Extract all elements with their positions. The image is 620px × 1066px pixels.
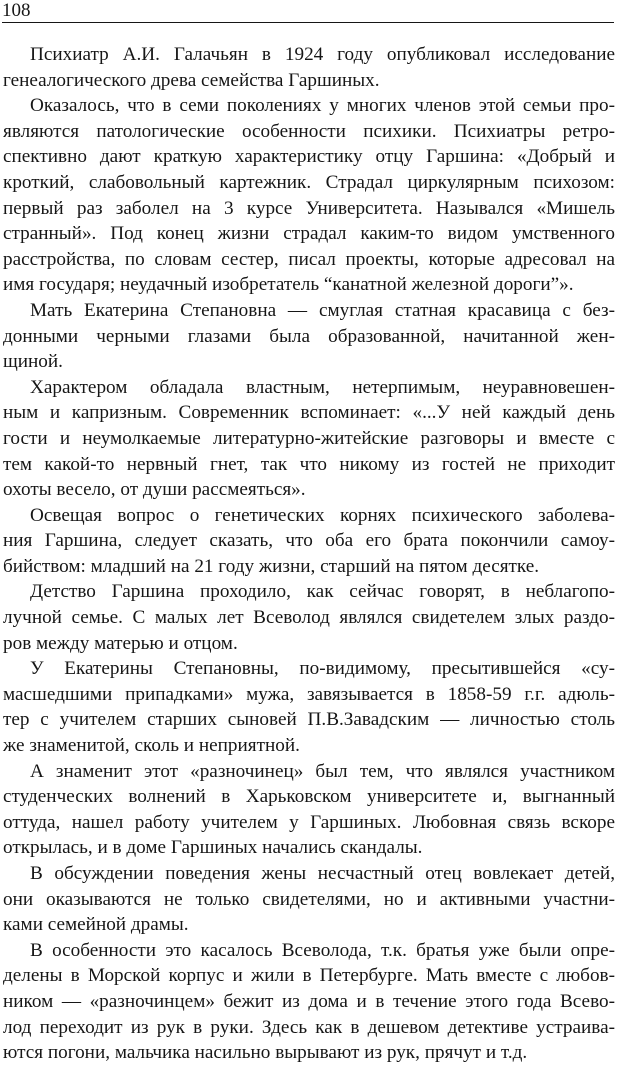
paragraph xyxy=(3,861,615,938)
text-line: ров между матерью и отцом. xyxy=(3,632,238,654)
text-line: тер с учителем старших сыновей П.В.Завадским — личностью столь xyxy=(3,709,615,731)
text-line: они оказываются не только свидетелями, но и активными участни- xyxy=(3,888,615,910)
text-line: лод переходит из рук в руки. Здесь как в дешевом детективе устраива- xyxy=(3,1016,615,1038)
paragraph xyxy=(3,298,615,375)
text-line: лучной семье. С малых лет Всеволод являлся свидетелем злых раздо- xyxy=(3,607,615,629)
text-line: расстройства, по словам сестер, писал проекты, которые адресовал на xyxy=(3,248,615,270)
text-line: Освещая вопрос о генетических корнях психического заболева- xyxy=(30,504,615,526)
text-line: А знаменит этот «разночинец» был тем, что являлся участником xyxy=(30,760,615,782)
text-line: охоты весело, от души рассмеяться». xyxy=(3,479,306,501)
text-line: студенческих волнений в Харьковском университете и, выгнанный xyxy=(3,786,615,808)
text-line: являются патологические особенности психики. Психиатры ретро- xyxy=(3,120,615,142)
text-line: оттуда, нашел работу учителем у Гаршиных. Любовная связь вскоре xyxy=(3,811,615,833)
text-line: бийством: младший на 21 году жизни, старший на пятом десятке. xyxy=(3,555,540,577)
paragraph xyxy=(3,42,615,93)
text-line: Психиатр А.И. Галачьян в 1924 году опубликовал исследование xyxy=(30,44,615,65)
text-line: Характером обладала властным, нетерпимым, неуравновешен- xyxy=(30,376,615,398)
text-line: спективно дают краткую характеристику отцу Гаршина: «Добрый и xyxy=(3,146,615,168)
text-line: ным и капризным. Современник вспоминает: «...У ней каждый день xyxy=(3,402,615,424)
text-line: Детство Гаршина проходило, как сейчас говорят, в неблагопо- xyxy=(30,581,615,603)
text-line: имя государя; неудачный изобретатель “канатной железной дороги”». xyxy=(3,274,574,296)
text-line: же знаменитой, сколь и неприятной. xyxy=(3,735,300,757)
text-line: первый раз заболел на 3 курсе Университета. Назывался «Мишель xyxy=(3,197,615,219)
text-line: У Екатерины Степановны, по-видимому, пресытившейся «су- xyxy=(30,658,615,680)
text-line: кроткий, слабовольный картежник. Страдал циркулярным психозом: xyxy=(3,171,615,193)
paragraph xyxy=(3,375,615,503)
paragraph xyxy=(3,503,615,580)
text-line: генеалогического древа семейства Гаршиных. xyxy=(3,69,380,91)
text-line: тем какой-то нервный гнет, так что никому из гостей не приходит xyxy=(3,453,615,475)
paragraph xyxy=(3,656,615,758)
text-line: донными черными глазами была образованной, начитанной жен- xyxy=(3,325,615,347)
text-line: щиной. xyxy=(3,351,63,373)
text-line: открылась, и в доме Гаршиных начались скандалы. xyxy=(3,837,423,859)
text-line: масшедшими припадками» мужа, завязывается в 1858-59 г.г. адюль- xyxy=(3,683,615,705)
text-line: В обсуждении поведения жены несчастный отец вовлекает детей, xyxy=(30,863,615,884)
paragraph xyxy=(3,938,615,1066)
text-line: странный». Под конец жизни страдал каким-то видом умственного xyxy=(3,223,615,245)
paragraph xyxy=(3,93,615,298)
text-line: Мать Екатерина Степановна — смуглая статная красавица с без- xyxy=(30,299,615,321)
text-line: ником — «разночинцем» бежит из дома и в течение этого года Всево- xyxy=(3,990,615,1012)
page-number: 108 xyxy=(2,0,31,21)
paragraph xyxy=(3,579,615,656)
paragraph xyxy=(3,759,615,861)
text-line: В особенности это касалось Всеволода, т.к. братья уже были опре- xyxy=(30,939,615,961)
text-line: ния Гаршина, следует сказать, что оба его брата покончили самоу- xyxy=(3,530,615,552)
text-line: Оказалось, что в семи поколениях у многих членов этой семьи про- xyxy=(30,95,615,117)
body-text xyxy=(3,42,615,1066)
text-line: ются погони, мальчика насильно вырывают из рук, прячут и т.д. xyxy=(3,1042,528,1064)
text-line: ками семейной драмы. xyxy=(3,914,189,936)
text-line: гости и неумолкаемые литературно-житейские разговоры и вместе с xyxy=(3,427,615,449)
header-rule xyxy=(2,22,614,23)
text-line: делены в Морской корпус и жили в Петербурге. Мать вместе с любов- xyxy=(3,965,615,987)
